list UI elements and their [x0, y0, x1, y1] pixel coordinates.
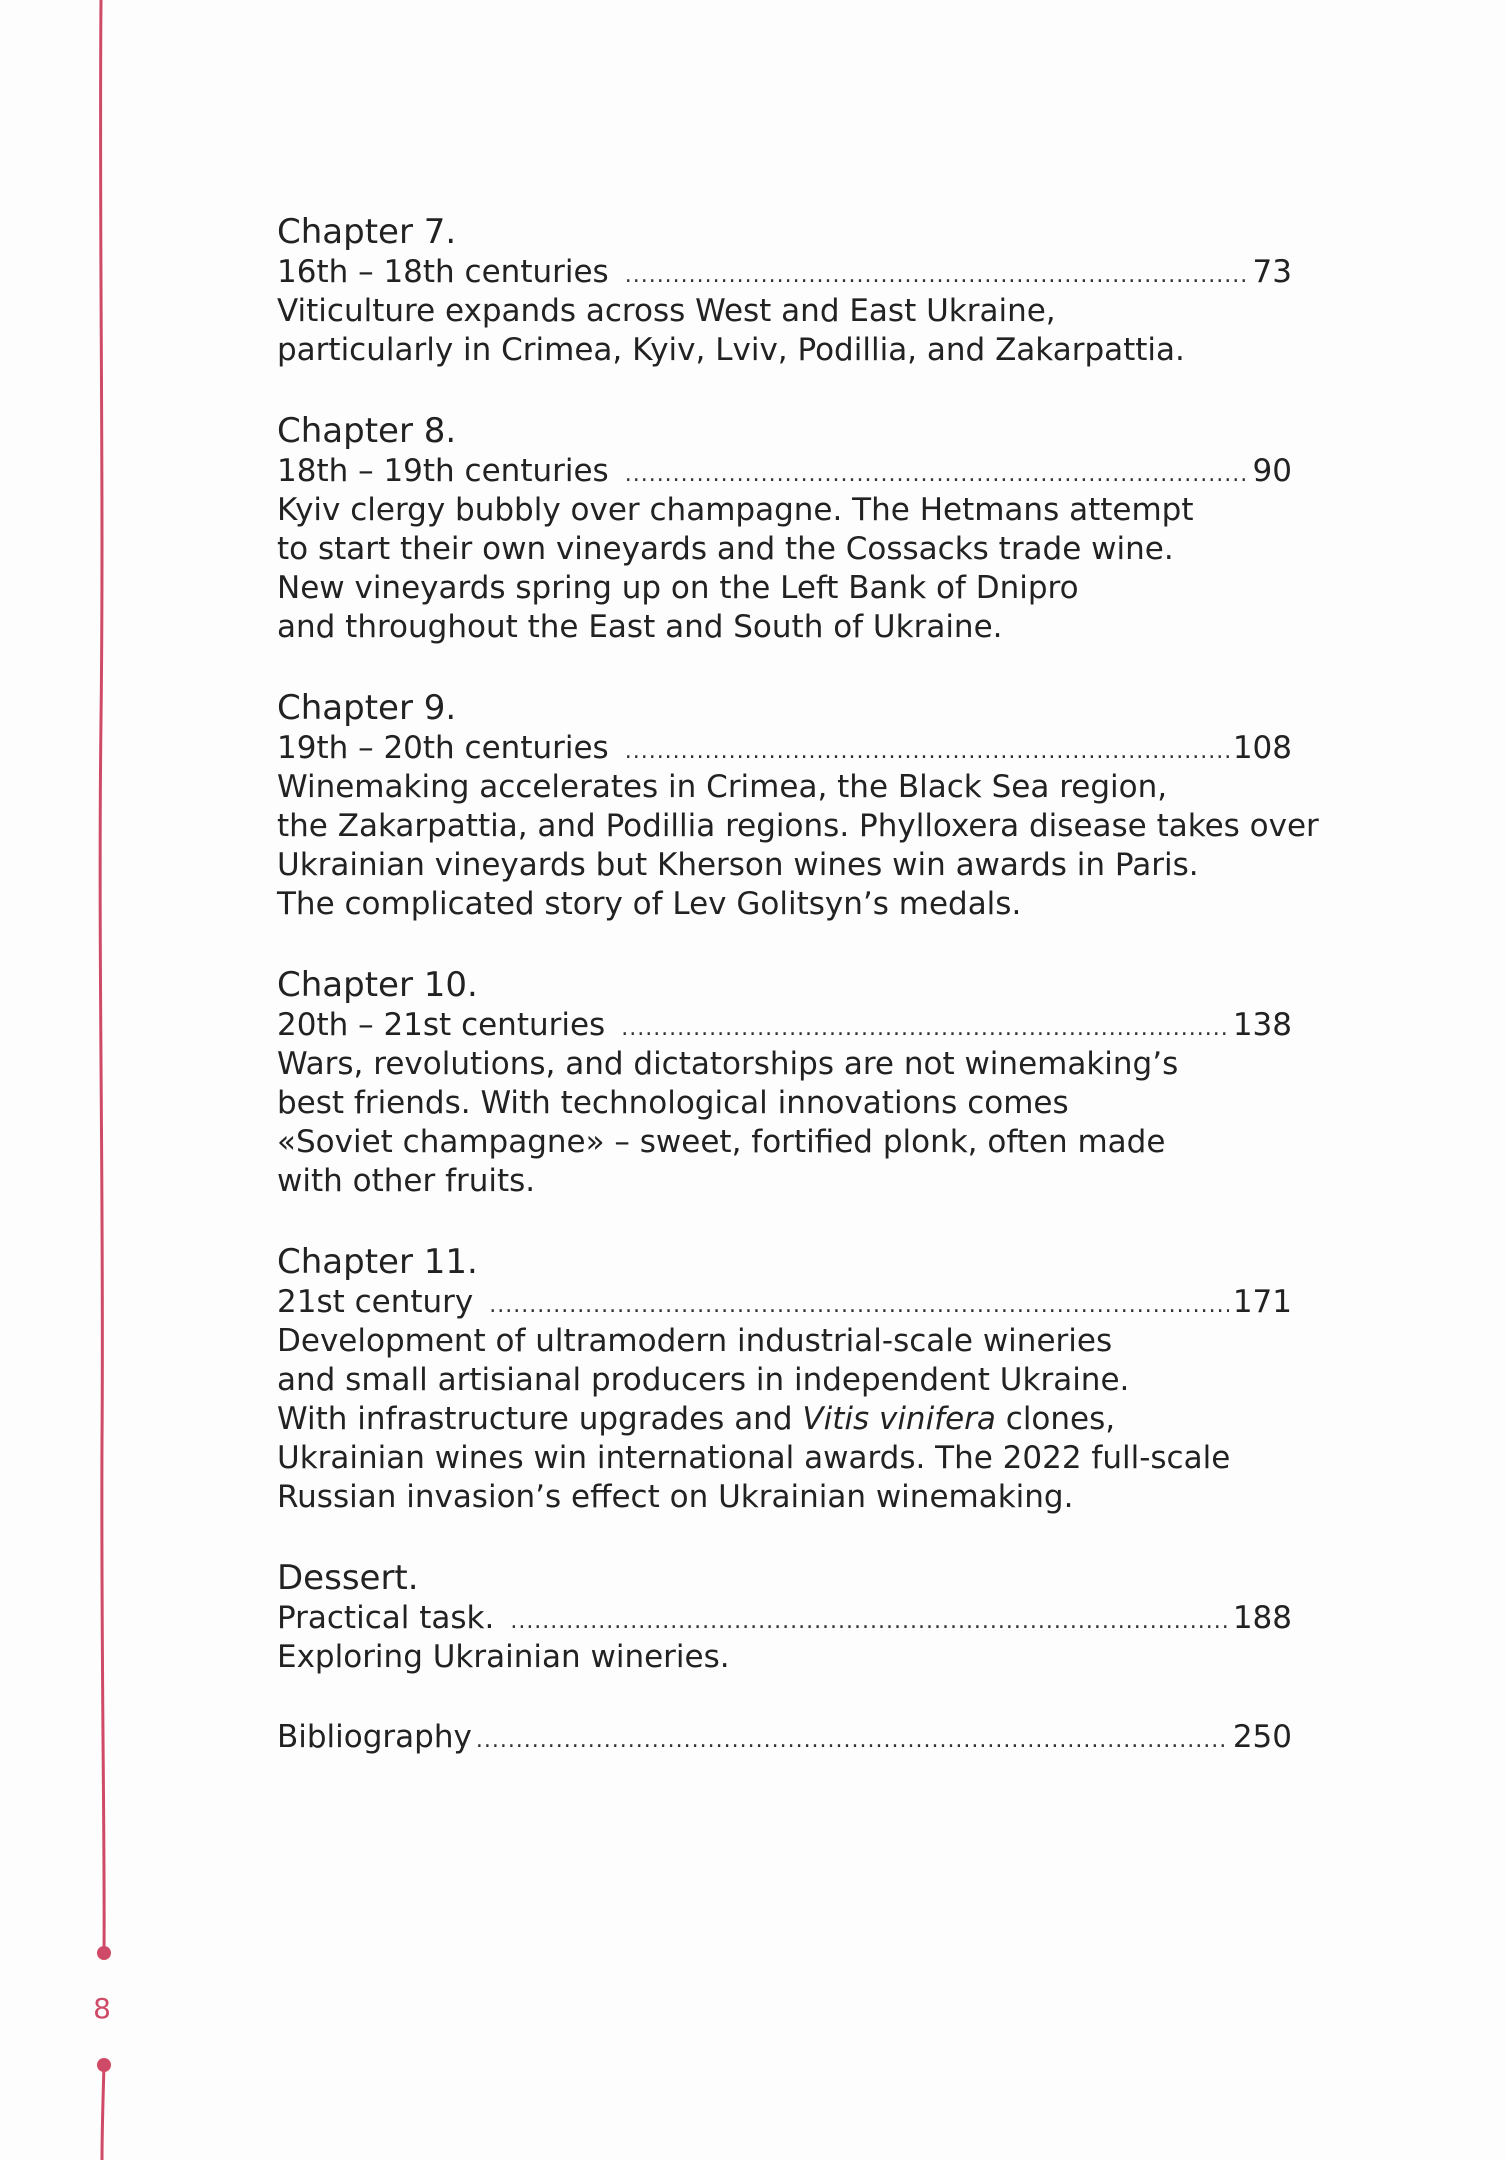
chapter-description: [277, 1400, 1292, 1439]
page-ref: 108: [1232, 730, 1292, 766]
dot-leader: [625, 256, 1249, 295]
description-text: clones,: [995, 1401, 1116, 1437]
dot-leader: [489, 1286, 1229, 1325]
decorative-margin-line: [0, 0, 140, 2160]
description-italic-text: Vitis vinifera: [802, 1401, 996, 1437]
toc-line[interactable]: [277, 253, 1292, 292]
chapter-description: Wars, revolutions, and dictatorships are not winemaking’s: [277, 1046, 1179, 1082]
toc-entry-chapter-7: [277, 212, 1292, 370]
chapter-period: 16th – 18th centuries: [277, 254, 609, 290]
page-ref: 73: [1252, 254, 1292, 290]
toc-line[interactable]: [277, 1283, 1292, 1322]
chapter-period: Practical task.: [277, 1600, 495, 1636]
dot-leader: [510, 1602, 1229, 1641]
chapter-period: 21st century: [277, 1284, 474, 1320]
chapter-description: Viticulture expands across West and East Ukraine,: [277, 293, 1056, 329]
toc-entry-chapter-9: [277, 688, 1319, 924]
page-ref: 171: [1232, 1284, 1292, 1320]
toc-line[interactable]: [277, 452, 1292, 491]
chapter-description: Ukrainian wines win international awards. The 2022 full-scale: [277, 1440, 1231, 1476]
page-ref: 250: [1232, 1719, 1292, 1755]
page-ref: 90: [1252, 453, 1292, 489]
chapter-title: Chapter 10.: [277, 965, 478, 1005]
chapter-description: The complicated story of Lev Golitsyn’s medals.: [277, 886, 1022, 922]
chapter-description: and throughout the East and South of Ukraine.: [277, 609, 1003, 645]
chapter-period: 18th – 19th centuries: [277, 453, 609, 489]
chapter-description: particularly in Crimea, Kyiv, Lviv, Podillia, and Zakarpattia.: [277, 332, 1185, 368]
chapter-description: Exploring Ukrainian wineries.: [277, 1639, 730, 1675]
chapter-title: Chapter 11.: [277, 1242, 478, 1282]
toc-entry-chapter-8: [277, 411, 1292, 647]
chapter-title: Dessert.: [277, 1558, 419, 1598]
page-ref: 138: [1232, 1007, 1292, 1043]
chapter-description: Ukrainian vineyards but Kherson wines win awards in Paris.: [277, 847, 1199, 883]
margin-dot-top: [97, 1946, 111, 1960]
chapter-period: 19th – 20th centuries: [277, 730, 609, 766]
chapter-description: Kyiv clergy bubbly over champagne. The Hetmans attempt: [277, 492, 1194, 528]
dot-leader: [625, 732, 1229, 771]
description-text: With infrastructure upgrades and: [277, 1401, 803, 1437]
chapter-description: Development of ultramodern industrial-scale wineries: [277, 1323, 1113, 1359]
chapter-title: Chapter 7.: [277, 212, 457, 252]
toc-line[interactable]: [277, 1006, 1292, 1045]
chapter-description: «Soviet champagne» – sweet, fortified plonk, often made: [277, 1124, 1166, 1160]
table-of-contents: [277, 212, 1319, 1757]
chapter-title: Chapter 9.: [277, 688, 457, 728]
dot-leader: [476, 1721, 1229, 1760]
chapter-description: and small artisianal producers in independent Ukraine.: [277, 1362, 1130, 1398]
chapter-description: New vineyards spring up on the Left Bank of Dnipro: [277, 570, 1079, 606]
toc-entry-dessert: [277, 1558, 1292, 1677]
toc-entry-chapter-11: [277, 1242, 1292, 1517]
page-ref: 188: [1232, 1600, 1292, 1636]
page-number: 8: [93, 1992, 111, 2025]
bibliography-label: Bibliography: [277, 1719, 472, 1755]
chapter-period: 20th – 21st centuries: [277, 1007, 606, 1043]
chapter-description: Winemaking accelerates in Crimea, the Black Sea region,: [277, 769, 1168, 805]
chapter-description: to start their own vineyards and the Cossacks trade wine.: [277, 531, 1174, 567]
chapter-description: with other fruits.: [277, 1163, 536, 1199]
toc-entry-bibliography[interactable]: [277, 1718, 1292, 1757]
toc-line[interactable]: [277, 729, 1292, 768]
toc-entry-chapter-10: [277, 965, 1292, 1201]
dot-leader: [621, 1009, 1229, 1048]
chapter-description: best friends. With technological innovations comes: [277, 1085, 1069, 1121]
toc-line[interactable]: [277, 1599, 1292, 1638]
chapter-description: Russian invasion’s effect on Ukrainian winemaking.: [277, 1479, 1074, 1515]
dot-leader: [625, 455, 1249, 494]
chapter-description: the Zakarpattia, and Podillia regions. Phylloxera disease takes over: [277, 808, 1319, 844]
chapter-title: Chapter 8.: [277, 411, 457, 451]
